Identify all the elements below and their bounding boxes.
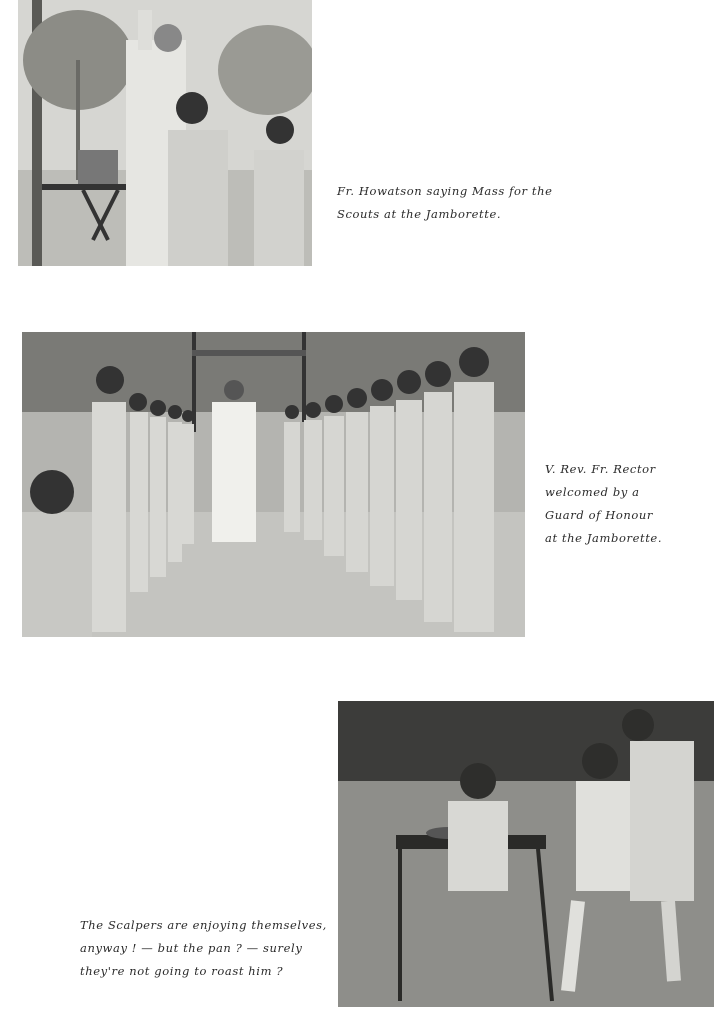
photo-guard-of-honour xyxy=(22,332,525,637)
caption-guard-of-honour xyxy=(545,458,662,550)
caption-scalpers xyxy=(80,914,327,983)
photo-scalpers xyxy=(338,701,714,1007)
photo-guard-image xyxy=(22,332,525,637)
caption-line: The Scalpers are enjoying themselves, xyxy=(80,918,327,932)
caption-line: welcomed by a xyxy=(545,485,640,499)
caption-line: anyway ! — but the pan ? — surely xyxy=(80,941,303,955)
caption-line: V. Rev. Fr. Rector xyxy=(545,462,656,476)
photo-scalpers-image xyxy=(338,701,714,1007)
caption-mass xyxy=(337,180,553,226)
photo-mass-image xyxy=(18,0,312,266)
caption-line: Guard of Honour xyxy=(545,508,653,522)
caption-line: they're not going to roast him ? xyxy=(80,964,284,978)
photo-mass xyxy=(18,0,312,266)
caption-line: Scouts at the Jamborette. xyxy=(337,207,502,221)
caption-line: at the Jamborette. xyxy=(545,531,663,545)
caption-line: Fr. Howatson saying Mass for the xyxy=(337,184,553,198)
